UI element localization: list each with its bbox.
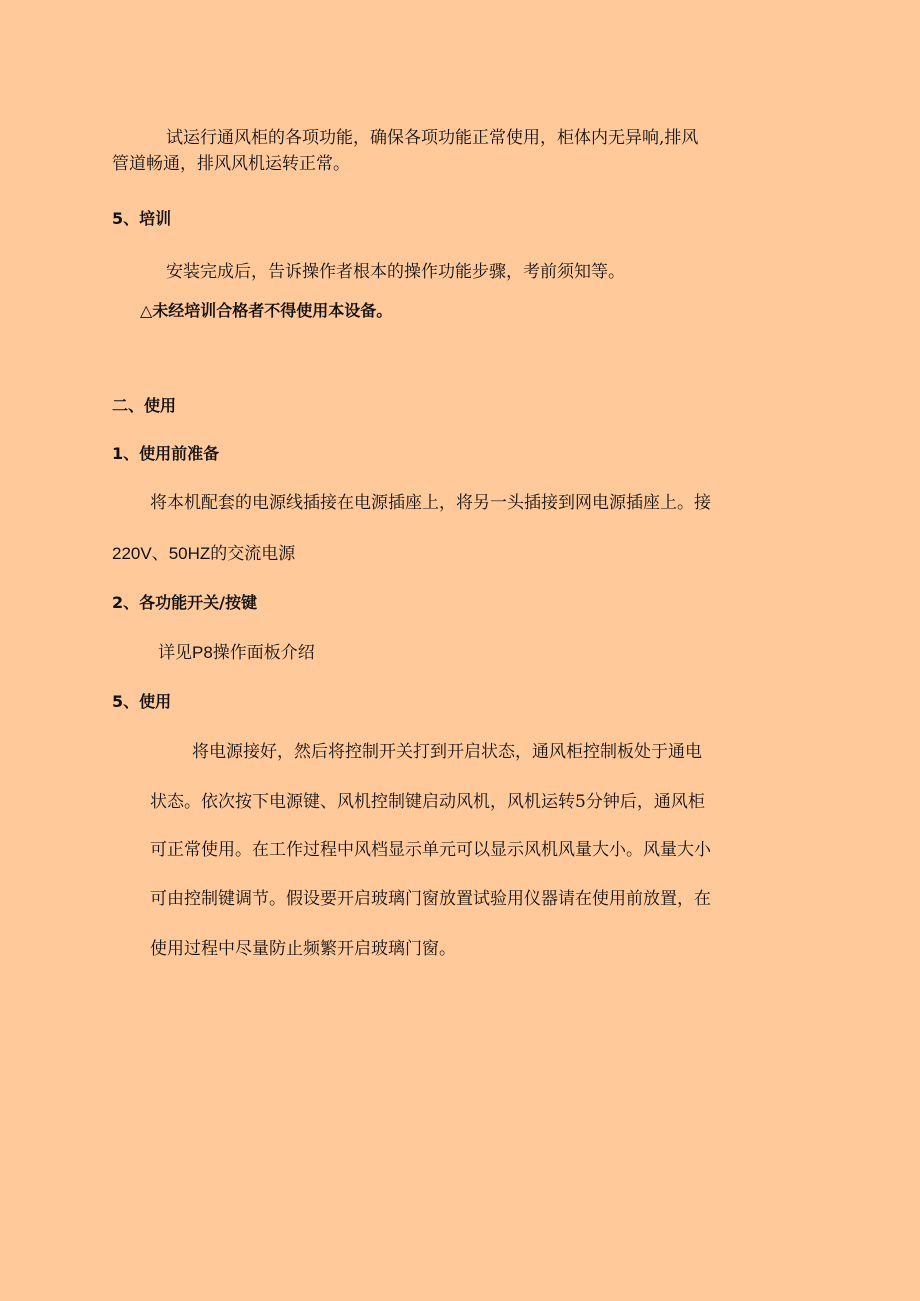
- prep-line-2: 220V、50HZ的交流电源: [112, 544, 296, 563]
- trial-paragraph-line-2: 管道畅通，排风风机运转正常。: [112, 154, 350, 174]
- prep-heading: 1、使用前准备: [112, 444, 220, 463]
- usage-line-1: 将电源接好，然后将控制开关打到开启状态，通风柜控制板处于通电: [192, 742, 702, 762]
- prep-line-1: 将本机配套的电源线插接在电源插座上，将另一头插接到网电源插座上。接: [150, 493, 711, 513]
- training-paragraph: 安装完成后，告诉操作者根本的操作功能步骤，考前须知等。: [166, 262, 625, 282]
- switches-text: 详见P8操作面板介绍: [158, 643, 315, 662]
- usage-line-3: 可正常使用。在工作过程中风档显示单元可以显示风机风量大小。风量大小: [150, 840, 711, 860]
- chapter-use-heading: 二、使用: [112, 396, 177, 415]
- usage-heading: 5、使用: [112, 692, 172, 711]
- usage-line-2: 状态。依次按下电源键、风机控制键启动风机，风机运转5分钟后，通风柜: [150, 792, 705, 812]
- usage-line-5: 使用过程中尽量防止频繁开启玻璃门窗。: [150, 939, 456, 959]
- trial-paragraph-line-1: 试运行通风柜的各项功能，确保各项功能正常使用，柜体内无异响,排风: [166, 128, 699, 148]
- training-warning: △未经培训合格者不得使用本设备。: [140, 301, 393, 320]
- usage-line-4: 可由控制键调节。假设要开启玻璃门窗放置试验用仪器请在使用前放置，在: [150, 889, 711, 909]
- switches-heading: 2、各功能开关/按键: [112, 593, 257, 612]
- training-heading: 5、培训: [112, 209, 172, 228]
